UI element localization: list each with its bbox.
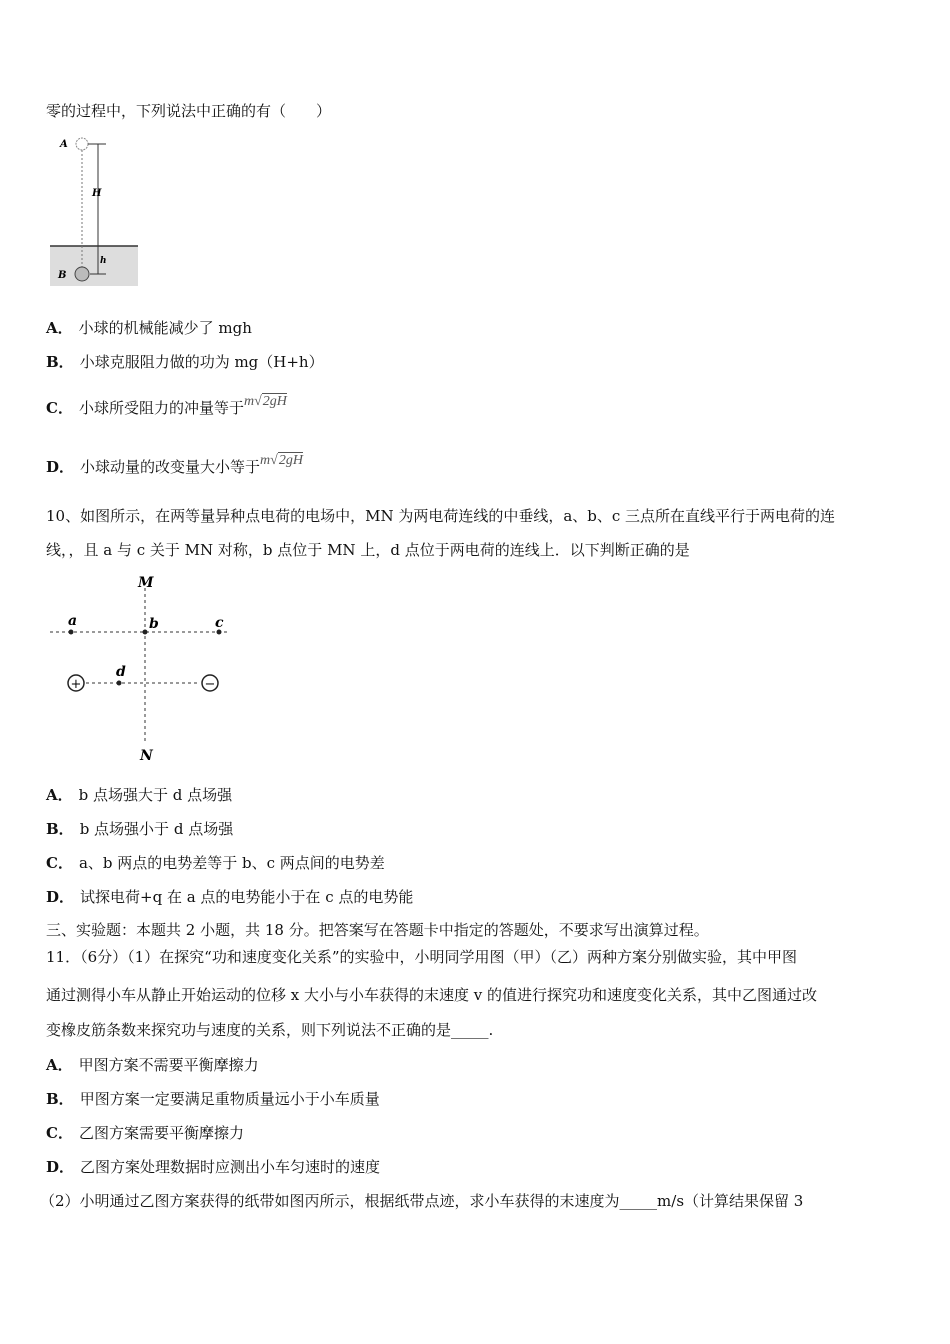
- q11-line-2: 通过测得小车从静止开始运动的位移 x 大小与小车获得的末速度 v 的值进行探究功和速度变化关系，其中乙图通过改: [46, 986, 818, 1004]
- q11-option-d: D． 乙图方案处理数据时应测出小车匀速时的速度: [46, 1158, 381, 1176]
- q10-line-1: 10、如图所示，在两等量异种点电荷的电场中，MN 为两电荷连线的中垂线，a、b、c 三点所在直线平行于两电荷的连: [46, 507, 836, 525]
- q9-figure-ball-falling-into-liquid: [46, 130, 146, 295]
- formula: m√2gH: [243, 394, 287, 409]
- label-a: a: [68, 613, 78, 629]
- label-c: c: [215, 615, 224, 631]
- q11-line-1: 11．（6分）（1）在探究“功和速度变化关系”的实验中，小明同学用图（甲）（乙）两种方案分别做实验，其中甲图: [46, 948, 798, 966]
- q10-option-d: D． 试探电荷+q 在 a 点的电势能小于在 c 点的电势能: [46, 888, 414, 906]
- q10-figure-electric-field: [40, 570, 260, 770]
- label-N: N: [140, 748, 153, 764]
- q9-option-d: D． 小球动量的改变量大小等于m√2gH: [46, 453, 303, 476]
- q9-option-b: B． 小球克服阻力做的功为 mg（H+h）: [46, 353, 324, 371]
- label-A: A: [60, 139, 68, 150]
- formula: m√2gH: [260, 453, 303, 468]
- q9-option-a: A． 小球的机械能减少了 mgh: [46, 319, 252, 337]
- q10-line-2: 线，，且 a 与 c 关于 MN 对称，b 点位于 MN 上，d 点位于两电荷的连线上．以下判断正确的是: [46, 541, 690, 559]
- label-d: d: [116, 664, 126, 680]
- label-M: M: [138, 575, 154, 591]
- q11-option-c: C． 乙图方案需要平衡摩擦力: [46, 1124, 244, 1142]
- section-3-heading: 三、实验题：本题共 2 小题，共 18 分。把答案写在答题卡中指定的答题处，不要求写出演算过程。: [46, 921, 709, 939]
- q11-line-3: 变橡皮筋条数来探究功与速度的关系，则下列说法不正确的是_____.: [46, 1021, 494, 1039]
- q10-option-a: A． b 点场强大于 d 点场强: [46, 786, 233, 804]
- q9-option-c: C． 小球所受阻力的冲量等于m√2gH: [46, 394, 287, 417]
- q11-option-b: B． 甲图方案一定要满足重物质量远小于小车质量: [46, 1090, 380, 1108]
- label-H: H: [92, 188, 102, 199]
- q10-option-b: B． b 点场强小于 d 点场强: [46, 820, 234, 838]
- q11-part-2: （2）小明通过乙图方案获得的纸带如图丙所示，根据纸带点迹，求小车获得的末速度为_____m/s（计算结果保留 3: [40, 1192, 804, 1210]
- label-B: B: [58, 270, 67, 281]
- q9-stem-tail: 零的过程中，下列说法中正确的有（ ）: [46, 102, 332, 120]
- q11-option-a: A． 甲图方案不需要平衡摩擦力: [46, 1056, 259, 1074]
- label-h: h: [100, 256, 107, 266]
- label-b: b: [149, 616, 159, 632]
- positive-charge: +: [70, 677, 82, 692]
- q10-option-c: C． a、b 两点的电势差等于 b、c 两点间的电势差: [46, 854, 385, 872]
- negative-charge: −: [204, 677, 216, 692]
